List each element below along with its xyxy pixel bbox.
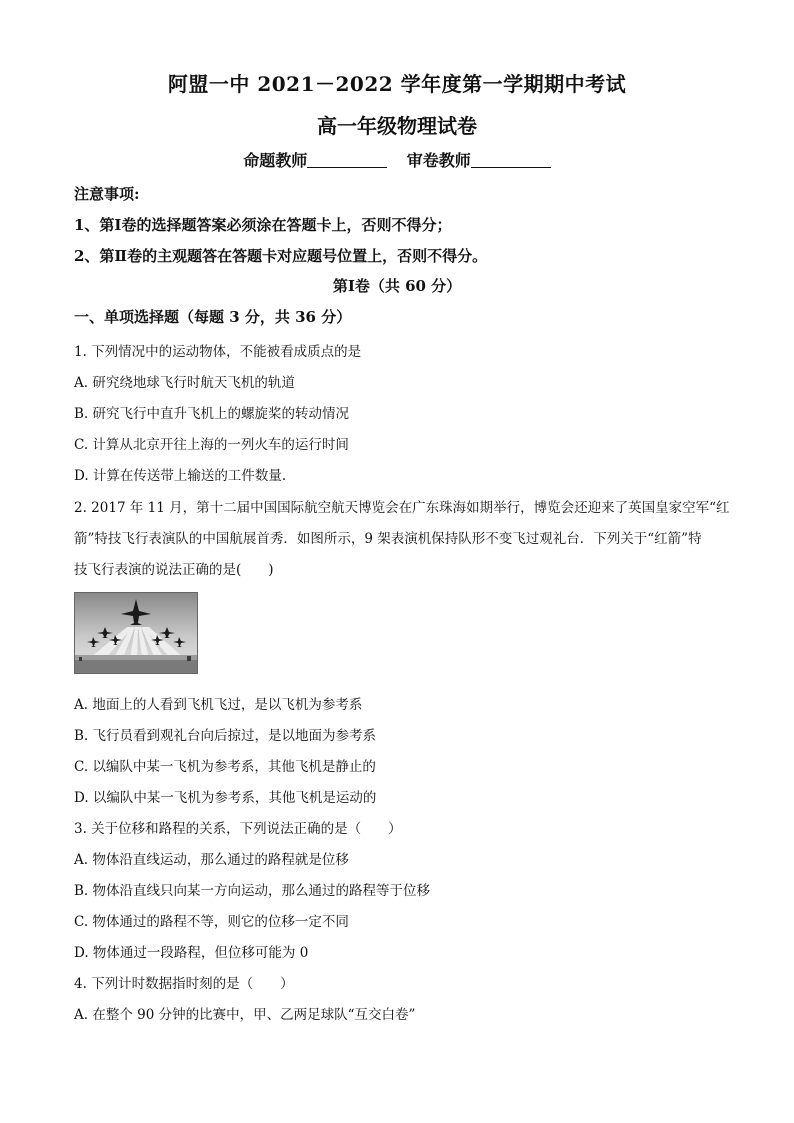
question-stem: 3. 关于位移和路程的关系，下列说法正确的是（ ） (74, 821, 402, 837)
option-b: B. 飞行员看到观礼台向后掠过，是以地面为参考系 (74, 728, 377, 744)
aircraft-formation-image (75, 593, 197, 673)
exam-title: 阿盟一中 2021－2022 学年度第一学期期中考试 (167, 72, 627, 96)
option-d: D. 物体通过一段路程，但位移可能为 0 (74, 945, 309, 961)
question-stem: 4. 下列计时数据指时刻的是（ ） (74, 976, 294, 992)
option-a: A. 在整个 90 分钟的比赛中，甲、乙两足球队“互交白卷” (74, 1007, 416, 1023)
option-a: A. 研究绕地球飞行时航天飞机的轨道 (74, 375, 295, 391)
reviewer-blank (471, 153, 551, 168)
note-item: 2、第Ⅱ卷的主观题答在答题卡对应题号位置上，否则不得分。 (74, 247, 488, 265)
option-c: C. 计算从北京开往上海的一列火车的运行时间 (74, 437, 349, 453)
teacher-line (0, 148, 794, 171)
question-stem: 2. 2017 年 11 月，第十二届中国国际航空航天博览会在广东珠海如期举行，博览会还迎来了英国皇家空军“红 (74, 500, 730, 516)
question-stem: 技飞行表演的说法正确的是( ) (74, 562, 274, 578)
option-c: C. 物体通过的路程不等，则它的位移一定不同 (74, 914, 349, 930)
setter-blank (307, 153, 387, 168)
option-b: B. 物体沿直线只向某一方向运动，那么通过的路程等于位移 (74, 883, 431, 899)
option-c: C. 以编队中某一飞机为参考系，其他飞机是静止的 (74, 759, 376, 775)
airshow-photo (74, 592, 198, 674)
question-stem: 1. 下列情况中的运动物体，不能被看成质点的是 (74, 344, 362, 360)
section-title: 一、单项选择题（每题 3 分，共 36 分） (74, 308, 352, 326)
option-a: A. 地面上的人看到飞机飞过，是以飞机为参考系 (74, 697, 363, 713)
setter-label: 命题教师 (243, 151, 308, 170)
note-item: 1、第Ⅰ卷的选择题答案必须涂在答题卡上，否则不得分； (74, 216, 452, 234)
option-d: D. 计算在传送带上输送的工件数量. (74, 468, 287, 484)
exam-subtitle: 高一年级物理试卷 (317, 114, 477, 138)
notes-heading: 注意事项: (74, 185, 140, 203)
option-b: B. 研究飞行中直升飞机上的螺旋桨的转动情况 (74, 406, 350, 422)
question-stem: 箭”特技飞行表演队的中国航展首秀．如图所示，9 架表演机保持队形不变飞过观礼台．下列关于“红箭”特 (74, 531, 702, 547)
part1-title: 第Ⅰ卷（共 60 分） (332, 277, 462, 295)
option-d: D. 以编队中某一飞机为参考系，其他飞机是运动的 (74, 790, 377, 806)
reviewer-label: 审卷教师 (406, 151, 471, 170)
option-a: A. 物体沿直线运动，那么通过的路程就是位移 (74, 852, 349, 868)
